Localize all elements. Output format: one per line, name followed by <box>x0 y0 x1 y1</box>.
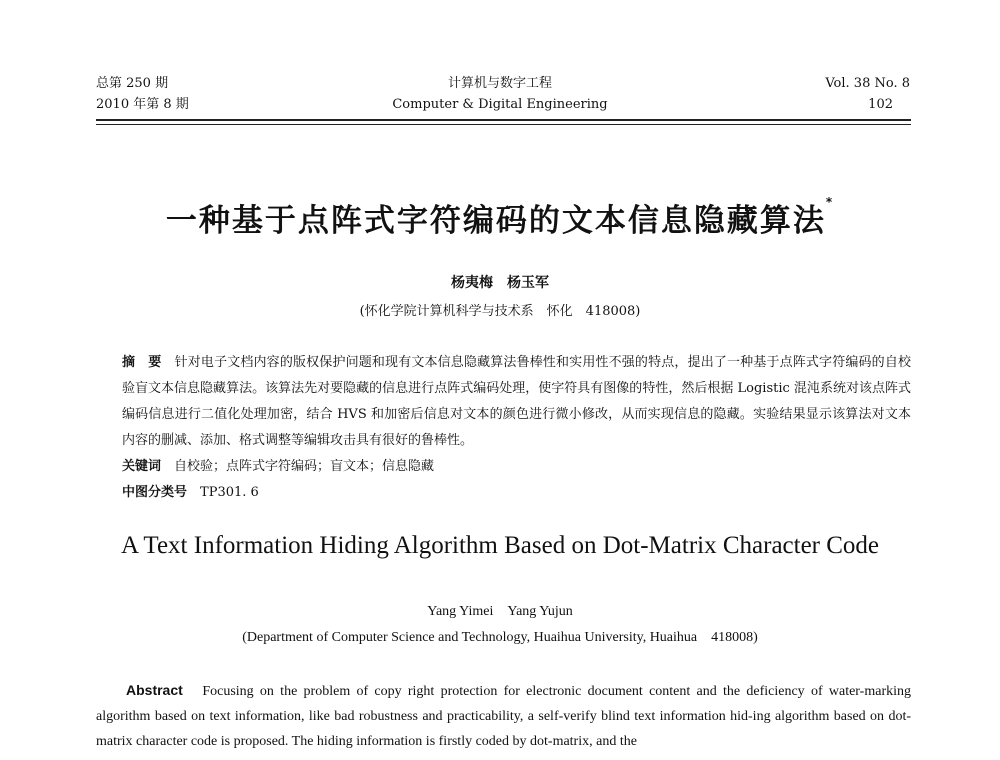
affiliation-cn: (怀化学院计算机科学与技术系 怀化 418008) <box>359 304 641 319</box>
classification-label: 中图分类号 <box>122 485 188 500</box>
classification-cn: 中图分类号 TP301. 6 <box>122 485 259 500</box>
journal-name-cn: 计算机与数字工程 <box>447 76 552 91</box>
journal-name-en: Computer & Digital Engineering <box>392 97 608 112</box>
journal-issue-total: 总第 250 期 <box>96 76 169 91</box>
keywords-cn-label: 关键词 <box>122 459 162 474</box>
header-rule-thin <box>96 124 911 125</box>
authors-cn: 杨夷梅 杨玉军 <box>451 275 549 291</box>
paper-title-cn: 一种基于点阵式字符编码的文本信息隐藏算法* <box>165 194 835 239</box>
abstract-en-label: Abstract <box>126 682 183 698</box>
affiliation-en: (Department of Computer Science and Technology, Huaihua University, Huaihua 418008) <box>242 630 758 645</box>
keywords-cn: 关键词 自校验；点阵式字符编码；盲文本；信息隐藏 <box>122 459 435 474</box>
page-number: 102 <box>868 97 893 112</box>
abstract-cn-paragraph: 摘 要 针对电子文档内容的版权保护问题和现有文本信息隐藏算法鲁棒性和实用性不强的特点，提出了一种基于点阵式字符编码的自校验盲文本信息隐藏算法。该算法先对要隐藏的信息进行点阵式编码处理，使字符具有图像的特性，然后根据 Logistic 混沌系统对该点阵式编码信息进行二值化处理加密，结合 HVS 和加密后信息对文本的颜色进行微小修改，从而实现信息的隐藏。实验结果显示该算法对文本内容的删减、添加、格式调整等编辑攻击具有很好的鲁棒性。 <box>122 355 911 448</box>
abstract-en <box>96 678 911 754</box>
journal-volume: Vol. 38 No. 8 <box>825 76 910 91</box>
abstract-en-text: Focusing on the problem of copy right protection for electronic document content and the deficiency of water-marking algorithm based on text information, like bad robustness and practicability, a self-verify blind text information hid-ing algorithm based on dot-matrix character code is proposed. The hiding information is firstly coded by dot-matrix, and the <box>96 684 911 749</box>
abstract-cn-label: 摘 要 <box>122 355 162 370</box>
journal-issue-year: 2010 年第 8 期 <box>96 97 189 112</box>
title-footnote-mark: * <box>825 194 835 209</box>
paper-title-en: A Text Information Hiding Algorithm Based on Dot-Matrix Character Code <box>120 532 880 559</box>
abstract-cn <box>96 350 911 506</box>
authors-en: Yang Yimei Yang Yujun <box>427 604 573 619</box>
header-rule-thick <box>96 119 911 121</box>
